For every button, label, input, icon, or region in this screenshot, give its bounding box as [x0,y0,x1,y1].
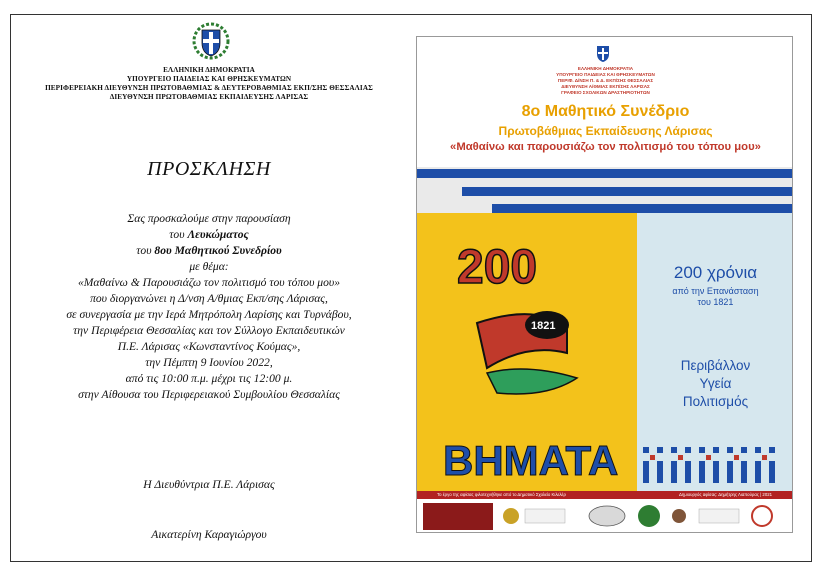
region-emblem-icon [503,508,519,524]
svg-text:200: 200 [457,241,538,294]
body-line: με θέμα: [189,260,229,273]
regional-logo-icon [699,509,739,523]
poster-congress-title: 8ο Μαθητικό Συνέδριο [521,103,690,120]
flag-stripe [492,204,792,213]
header-line: ΠΕΡΙΦΕΡΕΙΑΚΗ ΔΙΕΥΘΥΝΣΗ ΠΡΩΤΟΒΑΘΜΙΑΣ & ΔΕΥΤΕΡΟΒΑΘΜΙΑΣ ΕΚΠ/ΣΗΣ ΘΕΣΣΑΛΙΑΣ [45,84,373,92]
invitation-letter [14,18,404,558]
poster-footer-credit: Το έργο της αφίσας φιλοτεχνήθηκε από το Δημοτικό Σχολείο Κιλελέρ [437,492,566,497]
years-title: 200 χρόνια [673,263,758,282]
church-logo-icon [672,509,686,523]
region-thessaly-logo-icon [752,506,772,526]
body-line: του Λευκώματος [169,228,249,241]
signature-name: Αικατερίνη Καραγιώργου [151,528,267,541]
folk-pattern-border [637,441,793,491]
koumas-logo-icon [589,506,625,526]
body-line: σε συνεργασία με την Ιερά Μητρόπολη Λαρίσης και Τυρνάβου, [66,308,352,321]
body-line: την Περιφέρεια Θεσσαλίας και τον Σύλλογο Εκπαιδευτικών [73,324,345,337]
since-line: του 1821 [697,297,734,307]
sponsor-logos [417,499,793,533]
topic-line: Πολιτισμός [682,394,749,409]
poster-subtitle: Πρωτοβάθμιας Εκπαίδευσης Λάρισας [498,124,713,138]
signature-title: Η Διευθύντρια Π.Ε. Λάρισας [143,478,275,491]
header-line: ΥΠΟΥΡΓΕΙΟ ΠΑΙΔΕΙΑΣ ΚΑΙ ΘΡΗΣΚΕΥΜΑΤΩΝ [126,75,292,83]
event-theme: «Μαθαίνω & Παρουσιάζω τον πολιτισμό του τόπου μου» [77,276,341,289]
poster-footer-author: Δημιουργός αφίσας: Δημήτρης Λιαπούρας | 2021 [679,492,772,497]
body-line: που διοργανώνει η Δ/νση Α/θμιας Εκπ/σης Λάρισας, [90,292,328,305]
body-line: Π.Ε. Λάρισας «Κωνσταντίνος Κούμας», [117,340,301,353]
body-line: Σας προσκαλούμε στην παρουσίαση [127,212,291,225]
topic-line: Υγεία [699,376,732,391]
artwork-illustration [417,213,637,491]
metropolis-logo-icon [423,503,493,530]
event-date: την Πέμπτη 9 Ιουνίου 2022, [145,356,273,369]
poster-header-line: ΕΛΛΗΝΙΚΗ ΔΗΜΟΚΡΑΤΙΑ [577,66,634,71]
poster-header-line: ΠΕΡΙΦ. Δ/ΝΣΗ Π. & Δ. ΕΚΠ/ΣΗΣ ΘΕΣΣΑΛΙΑΣ [557,78,654,83]
flag-stripe [462,187,792,196]
poster-header-line: ΥΠΟΥΡΓΕΙΟ ΠΑΙΔΕΙΑΣ ΚΑΙ ΘΡΗΣΚΕΥΜΑΤΩΝ [556,72,655,77]
topic-line: Περιβάλλον [680,358,751,373]
event-poster [416,36,793,533]
event-time: από τις 10:00 π.μ. μέχρι τις 12:00 μ. [125,372,293,385]
greek-coat-of-arms-icon [595,45,611,63]
header-line: ΔΙΕΥΘΥΝΣΗ ΠΡΩΤΟΒΑΘΜΙΑΣ ΕΚΠΑΙΔΕΥΣΗΣ ΛΑΡΙΣΑΣ [109,93,309,101]
svg-text:1821: 1821 [531,320,556,332]
greek-coat-of-arms-icon [192,21,230,61]
poster-header-line: ΔΙΕΥΘΥΝΣΗ Α/ΘΜΙΑΣ ΕΚΠ/ΣΗΣ ΛΑΡΙΣΑΣ [561,84,650,89]
poster-theme: «Μαθαίνω και παρουσιάζω τον πολιτισμό του τόπου μου» [450,141,761,153]
since-line: από την Επανάσταση [672,286,759,296]
svg-text:ΒΗΜΑΤΑ: ΒΗΜΑΤΑ [443,437,619,484]
event-venue: στην Αίθουσα του Περιφερειακού Συμβουλίου Θεσσαλίας [78,388,340,401]
association-logo-icon [638,505,660,527]
flag-stripe [416,169,792,178]
poster-header-line: ΓΡΑΦΕΙΟ ΣΧΟΛΙΚΩΝ ΔΡΑΣΤΗΡΙΟΤΗΤΩΝ [561,90,650,95]
header-line: ΕΛΛΗΝΙΚΗ ΔΗΜΟΚΡΑΤΙΑ [163,66,255,74]
directorate-logo-icon [525,509,565,523]
body-line: του 8ου Μαθητικού Συνεδρίου [136,244,282,257]
document-title: ΠΡΟΣΚΛΗΣΗ [147,158,271,180]
